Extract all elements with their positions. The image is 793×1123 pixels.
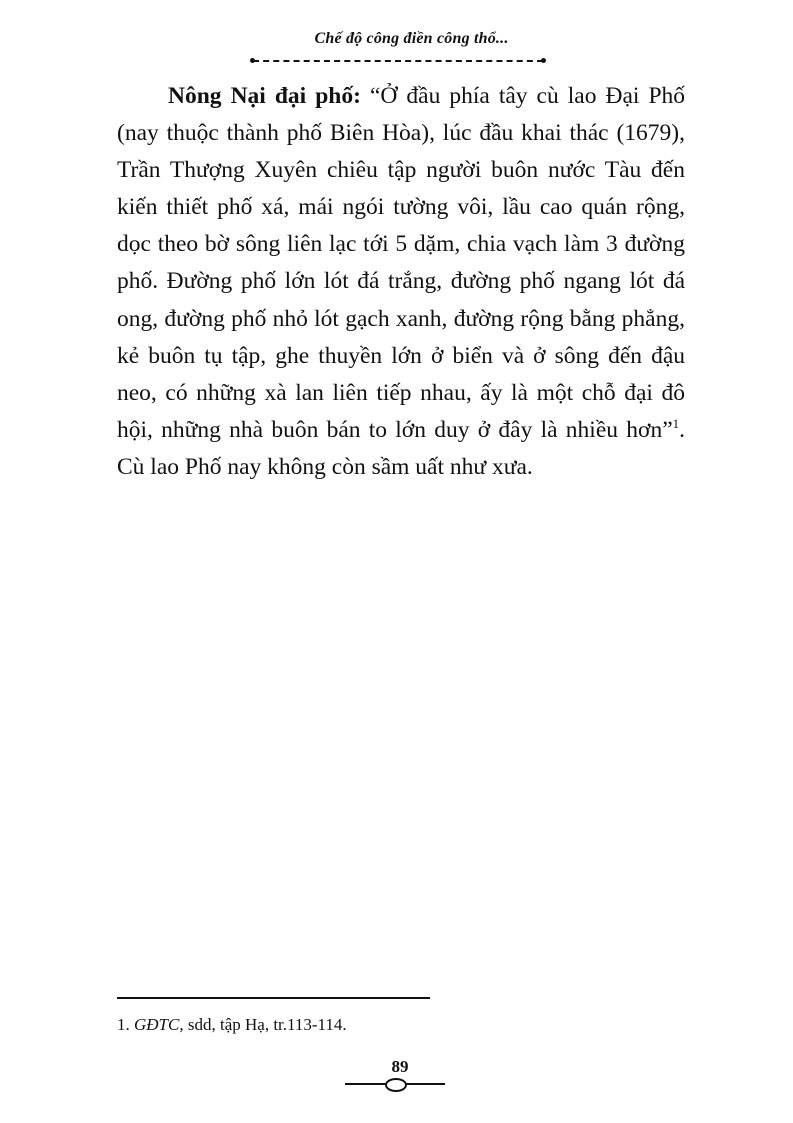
- running-header: [0, 30, 793, 48]
- page-number: 89: [391, 1057, 409, 1076]
- footnote: [117, 1014, 677, 1036]
- divider-dot-left: [250, 58, 255, 63]
- term-heading: Nông Nại đại phố: [168, 83, 354, 109]
- ornament-knot: [385, 1078, 407, 1092]
- footnote-source: GĐTC,: [134, 1015, 184, 1034]
- footnote-number: 1.: [117, 1015, 130, 1034]
- term-colon: :: [353, 83, 361, 109]
- footnote-divider: [117, 997, 430, 999]
- closing-sentence: . Cù lao Phố nay không còn sầm uất như xưa.: [117, 416, 685, 480]
- page-number-ornament: [345, 1083, 445, 1085]
- quoted-passage: “Ở đầu phía tây cù lao Đại Phố (nay thuộc thành phố Biên Hòa), lúc đầu khai thác (1679), Trần Thượng Xuyên chiêu tập người buôn nước Tàu đến kiến thiết phố xá, mái ngói tường vôi, lầu cao quán rộng, dọc theo bờ sông liên lạc tới 5 dặm, chia vạch làm 3 đường phố. Đường phố lớn lót đá trắng, đường phố ngang lót đá ong, đường phố nhỏ lót gạch xanh, đường rộng bằng phẳng, kẻ buôn tụ tập, ghe thuyền lớn ở biển và ở sông đến đậu neo, có những xà lan liên tiếp nhau, ấy là một chỗ đại đô hội, những nhà buôn bán to lớn duy ở đây là nhiều hơn”: [117, 83, 686, 443]
- footnote-detail: sdd, tập Hạ, tr.113-114.: [183, 1015, 347, 1034]
- header-divider: [253, 60, 543, 62]
- footnote-reference: 1: [672, 416, 680, 432]
- body-paragraph: [117, 78, 685, 486]
- divider-dot-right: [541, 58, 546, 63]
- running-title: Chế độ công điền công thổ...: [314, 30, 509, 47]
